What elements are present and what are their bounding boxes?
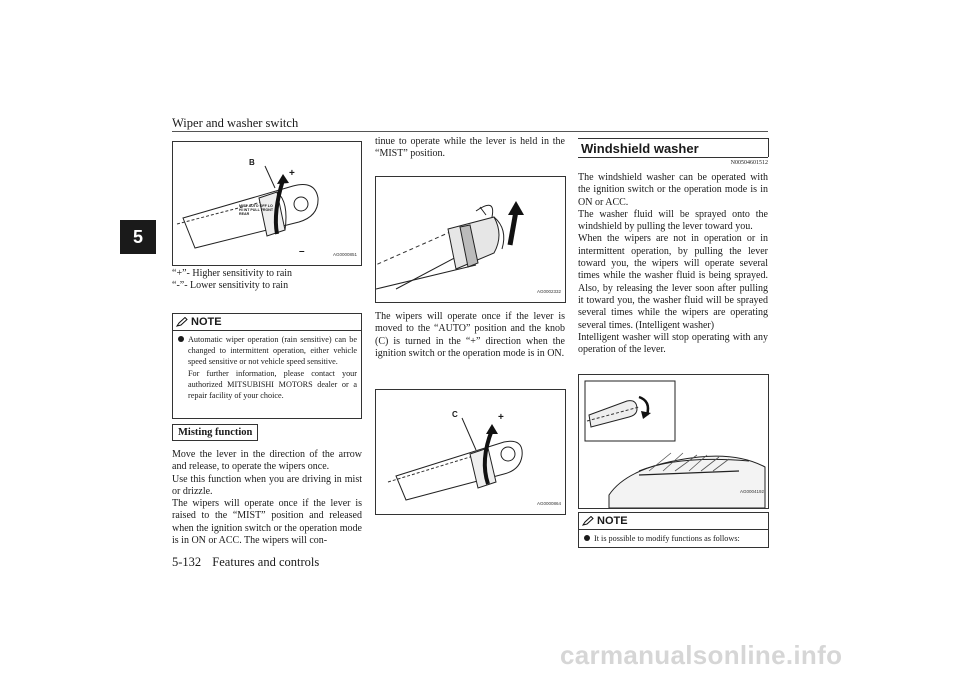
footer-section: Features and controls bbox=[212, 555, 320, 569]
lever-markings bbox=[239, 204, 277, 216]
note-bullet bbox=[584, 533, 764, 544]
note-box-col3 bbox=[578, 512, 769, 548]
reference-code: N00504601512 bbox=[730, 160, 768, 166]
col1-para1: Move the lever in the direction of the arrow and release, to operate the wipers once. bbox=[172, 449, 362, 473]
windshield-washer-heading-box bbox=[578, 138, 769, 157]
figure-auto-knob-turn bbox=[375, 389, 566, 515]
note-bullet-text: Automatic wiper operation (rain sensitive) can be changed to intermittent operation, either vehicle speed sensitive or not vehicle speed sensitive. bbox=[188, 335, 357, 366]
lever-mark-rear: REAR bbox=[239, 212, 250, 216]
col2-body bbox=[375, 311, 565, 360]
mist-lever-illustration bbox=[376, 177, 565, 302]
lever-mark-hi: HI bbox=[239, 208, 243, 212]
chapter-tab: 5 bbox=[120, 220, 156, 254]
note-label: NOTE bbox=[597, 515, 628, 527]
pencil-icon bbox=[176, 317, 188, 327]
note-header bbox=[173, 314, 361, 330]
note-bullet bbox=[178, 334, 357, 367]
lever-mark-lo: LO bbox=[267, 204, 273, 208]
misting-function-heading: Misting function bbox=[172, 424, 258, 441]
note-label: NOTE bbox=[191, 316, 222, 328]
lever-mark-pull: PULL bbox=[250, 208, 260, 212]
legend-minus: “-”- Lower sensitivity to rain bbox=[172, 280, 289, 292]
pencil-icon bbox=[582, 516, 594, 526]
col3-para3: When the wipers are not in operation or in intermittent operation, by pulling the lever toward you, the wipers will operate several times while the washer fluid is being sprayed. Also, by releasing the lever soon after pulling it toward you, the washer fluid will be sprayed several times while the wipers are operating several times. (Intelligent washer) bbox=[578, 233, 768, 331]
bullet-icon bbox=[584, 535, 590, 541]
bullet-icon bbox=[178, 336, 184, 342]
col3-body bbox=[578, 172, 768, 356]
col1-para3: The wipers will operate once if the lever is raised to the “MIST” position and released when the ignition switch or the operation mode is in ON or ACC. The wipers will con- bbox=[172, 498, 362, 547]
figure-id: AG0000864 bbox=[536, 501, 561, 506]
note-box-col1 bbox=[172, 313, 362, 419]
sensitivity-legend bbox=[172, 268, 362, 293]
label-plus: + bbox=[289, 168, 295, 179]
page-header-title: Wiper and washer switch bbox=[172, 116, 299, 130]
lever-mark-auto: AUTO bbox=[248, 204, 259, 208]
note-extra: For further information, please contact your authorized MITSUBISHI MOTORS dealer or a repair facility of your choice. bbox=[188, 369, 357, 400]
label-minus: – bbox=[299, 246, 305, 257]
lever-mark-off: OFF bbox=[259, 204, 267, 208]
note-bullet-text: It is possible to modify functions as follows: bbox=[594, 534, 740, 543]
legend-plus: “+”- Higher sensitivity to rain bbox=[172, 268, 293, 279]
lever-mark-mist: MIST bbox=[239, 204, 248, 208]
label-b: B bbox=[249, 158, 255, 167]
page-number: 5-132 bbox=[172, 555, 202, 569]
col1-body bbox=[172, 449, 362, 547]
col3-para4: Intelligent washer will stop operating with any operation of the lever. bbox=[578, 331, 768, 356]
auto-knob-illustration bbox=[376, 390, 565, 514]
figure-id: AG0000851 bbox=[332, 252, 357, 257]
figure-id: AG0004192 bbox=[739, 489, 764, 494]
figure-mist-lever-raise bbox=[375, 176, 566, 303]
windshield-washer-heading: Windshield washer bbox=[581, 141, 699, 156]
header-rule bbox=[172, 131, 768, 132]
figure-washer-spray bbox=[578, 374, 769, 509]
figure-id: AG0002332 bbox=[536, 289, 561, 294]
col3-para1: The windshield washer can be operated with the ignition switch or the operation mode is in ON or ACC. bbox=[578, 172, 768, 208]
col3-para2: The washer fluid will be sprayed onto the windshield by pulling the lever toward you. bbox=[578, 208, 768, 233]
col2-top bbox=[375, 136, 565, 161]
label-plus: + bbox=[498, 412, 504, 423]
col2-para2: The wipers will operate once if the lever is moved to the “AUTO” position and the knob (C) is turned in the “+” direction when the ignition switch or the operation mode is in ON. bbox=[375, 311, 565, 359]
note-header bbox=[579, 513, 768, 529]
label-c: C bbox=[452, 410, 458, 419]
lever-mark-front: FRONT bbox=[260, 208, 274, 212]
figure-wiper-lever-sensitivity bbox=[172, 141, 362, 266]
watermark: carmanualsonline.info bbox=[560, 640, 843, 670]
lever-mark-int: INT bbox=[243, 208, 250, 212]
col1-para2: Use this function when you are driving in mist or drizzle. bbox=[172, 473, 362, 497]
col2-para1: tinue to operate while the lever is held in the “MIST” position. bbox=[375, 136, 565, 160]
page-footer bbox=[172, 555, 319, 570]
heading-underline bbox=[578, 157, 768, 158]
